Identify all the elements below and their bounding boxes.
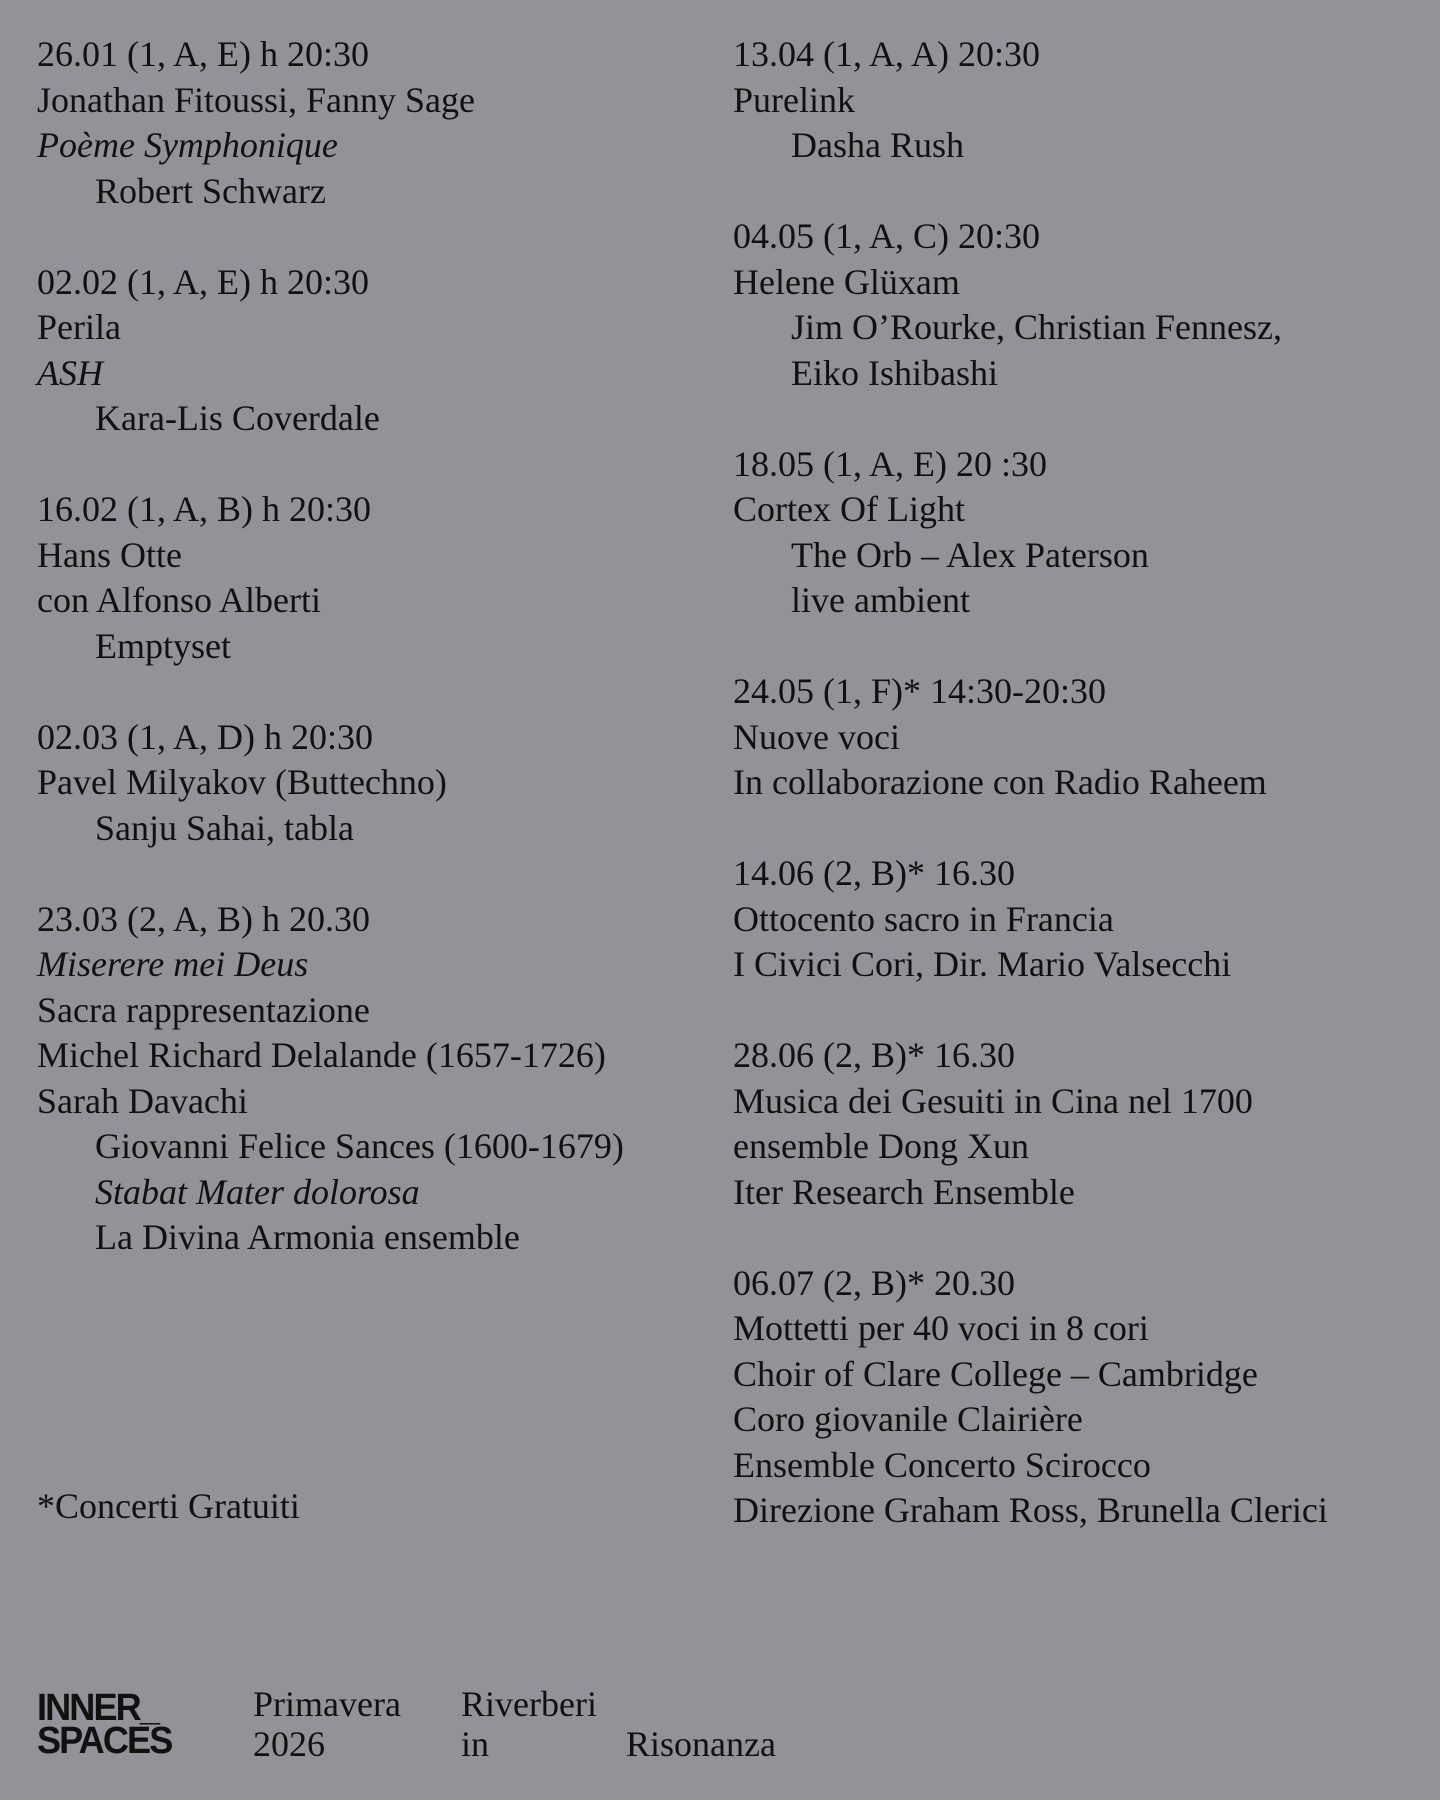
event-line: Helene Glüxam [733, 261, 960, 302]
event-line: Cortex Of Light [733, 489, 965, 529]
left-column [37, 32, 697, 1306]
event-date: 24.05 (1, F)* 14:30-20:30 [733, 671, 1106, 711]
series-title [461, 1684, 597, 1764]
event-date: 13.04 (1, A, A) 20:30 [733, 34, 1041, 74]
concert-event [733, 214, 1413, 396]
event-date: 02.02 (1, A, E) h 20:30 [37, 261, 369, 302]
event-line: Emptyset [95, 625, 231, 666]
event-line: Poème Symphonique [37, 125, 338, 165]
concert-event [733, 851, 1413, 988]
event-line: Mottetti per 40 voci in 8 cori [733, 1308, 1149, 1348]
event-line: The Orb – Alex Paterson [791, 534, 1149, 575]
event-date: 26.01 (1, A, E) h 20:30 [37, 34, 369, 74]
footnote: *Concerti Gratuiti [37, 1486, 300, 1526]
event-line: Coro giovanile Clairière [733, 1399, 1083, 1439]
event-line: Sanju Sahai, tabla [95, 807, 354, 848]
event-line: Giovanni Felice Sances (1600-1679) [95, 1126, 624, 1166]
event-line: Sarah Davachi [37, 1080, 248, 1121]
event-line: Sacra rappresentazione [37, 989, 370, 1030]
event-line: Direzione Graham Ross, Brunella Clerici [733, 1490, 1328, 1530]
event-line: Ottocento sacro in Francia [733, 898, 1114, 939]
event-date: 28.06 (2, B)* 16.30 [733, 1035, 1015, 1075]
event-line: ASH [37, 352, 103, 393]
logo-line-1: INNER_ [37, 1687, 159, 1729]
event-date: 02.03 (1, A, D) h 20:30 [37, 716, 373, 757]
event-line: Nuove voci [733, 716, 900, 757]
concert-event [733, 1033, 1413, 1215]
event-line: Musica dei Gesuiti in Cina nel 1700 [733, 1080, 1253, 1121]
event-line: Robert Schwarz [95, 170, 326, 211]
series-title-word-2: in [461, 1724, 490, 1764]
event-date: 16.02 (1, A, B) h 20:30 [37, 489, 372, 529]
event-line: Michel Richard Delalande (1657-1726) [37, 1035, 606, 1075]
event-line: La Divina Armonia ensemble [95, 1217, 520, 1257]
event-line: Kara-Lis Coverdale [95, 398, 380, 438]
concert-event [37, 32, 697, 214]
event-date: 23.03 (2, A, B) h 20.30 [37, 898, 370, 939]
event-line: con Alfonso Alberti [37, 580, 321, 620]
event-date: 14.06 (2, B)* 16.30 [733, 853, 1015, 893]
event-line: In collaborazione con Radio Raheem [733, 762, 1267, 802]
season-label [253, 1684, 401, 1764]
concert-event [733, 669, 1413, 806]
logo-line-2: SPACES [37, 1720, 172, 1762]
concert-event [733, 1261, 1413, 1534]
event-date: 06.07 (2, B)* 20.30 [733, 1262, 1015, 1303]
event-line: Purelink [733, 79, 855, 120]
event-line: Stabat Mater dolorosa [95, 1171, 420, 1212]
event-line: Pavel Milyakov (Buttechno) [37, 762, 447, 802]
event-line: Jonathan Fitoussi, Fanny Sage [37, 79, 475, 120]
series-title-word-3: Risonanza [626, 1724, 776, 1764]
inner-spaces-logo [37, 1687, 172, 1762]
concert-event [37, 260, 697, 442]
concert-event [733, 442, 1413, 624]
concert-event [733, 32, 1413, 169]
event-date: 18.05 (1, A, E) 20 :30 [733, 443, 1047, 484]
event-line: Dasha Rush [791, 125, 964, 165]
event-line: Hans Otte [37, 534, 182, 575]
concert-event [37, 897, 697, 1261]
event-line: Choir of Clare College – Cambridge [733, 1353, 1258, 1394]
event-line: Miserere mei Deus [37, 944, 309, 984]
event-line: live ambient [791, 580, 970, 620]
event-line: ensemble Dong Xun [733, 1126, 1029, 1166]
season-line-2: 2026 [253, 1724, 325, 1764]
season-line-1: Primavera [253, 1684, 401, 1724]
concert-event [37, 715, 697, 852]
event-line: Ensemble Concerto Scirocco [733, 1444, 1151, 1485]
event-line: Iter Research Ensemble [733, 1171, 1075, 1212]
event-line: I Civici Cori, Dir. Mario Valsecchi [733, 944, 1232, 984]
event-date: 04.05 (1, A, C) 20:30 [733, 216, 1041, 256]
series-title-word-1: Riverberi [461, 1684, 597, 1724]
event-line: Eiko Ishibashi [791, 352, 998, 393]
event-line: Perila [37, 307, 121, 347]
right-column [733, 32, 1413, 1579]
concert-event [37, 487, 697, 669]
event-line: Jim O’Rourke, Christian Fennesz, [791, 307, 1282, 347]
